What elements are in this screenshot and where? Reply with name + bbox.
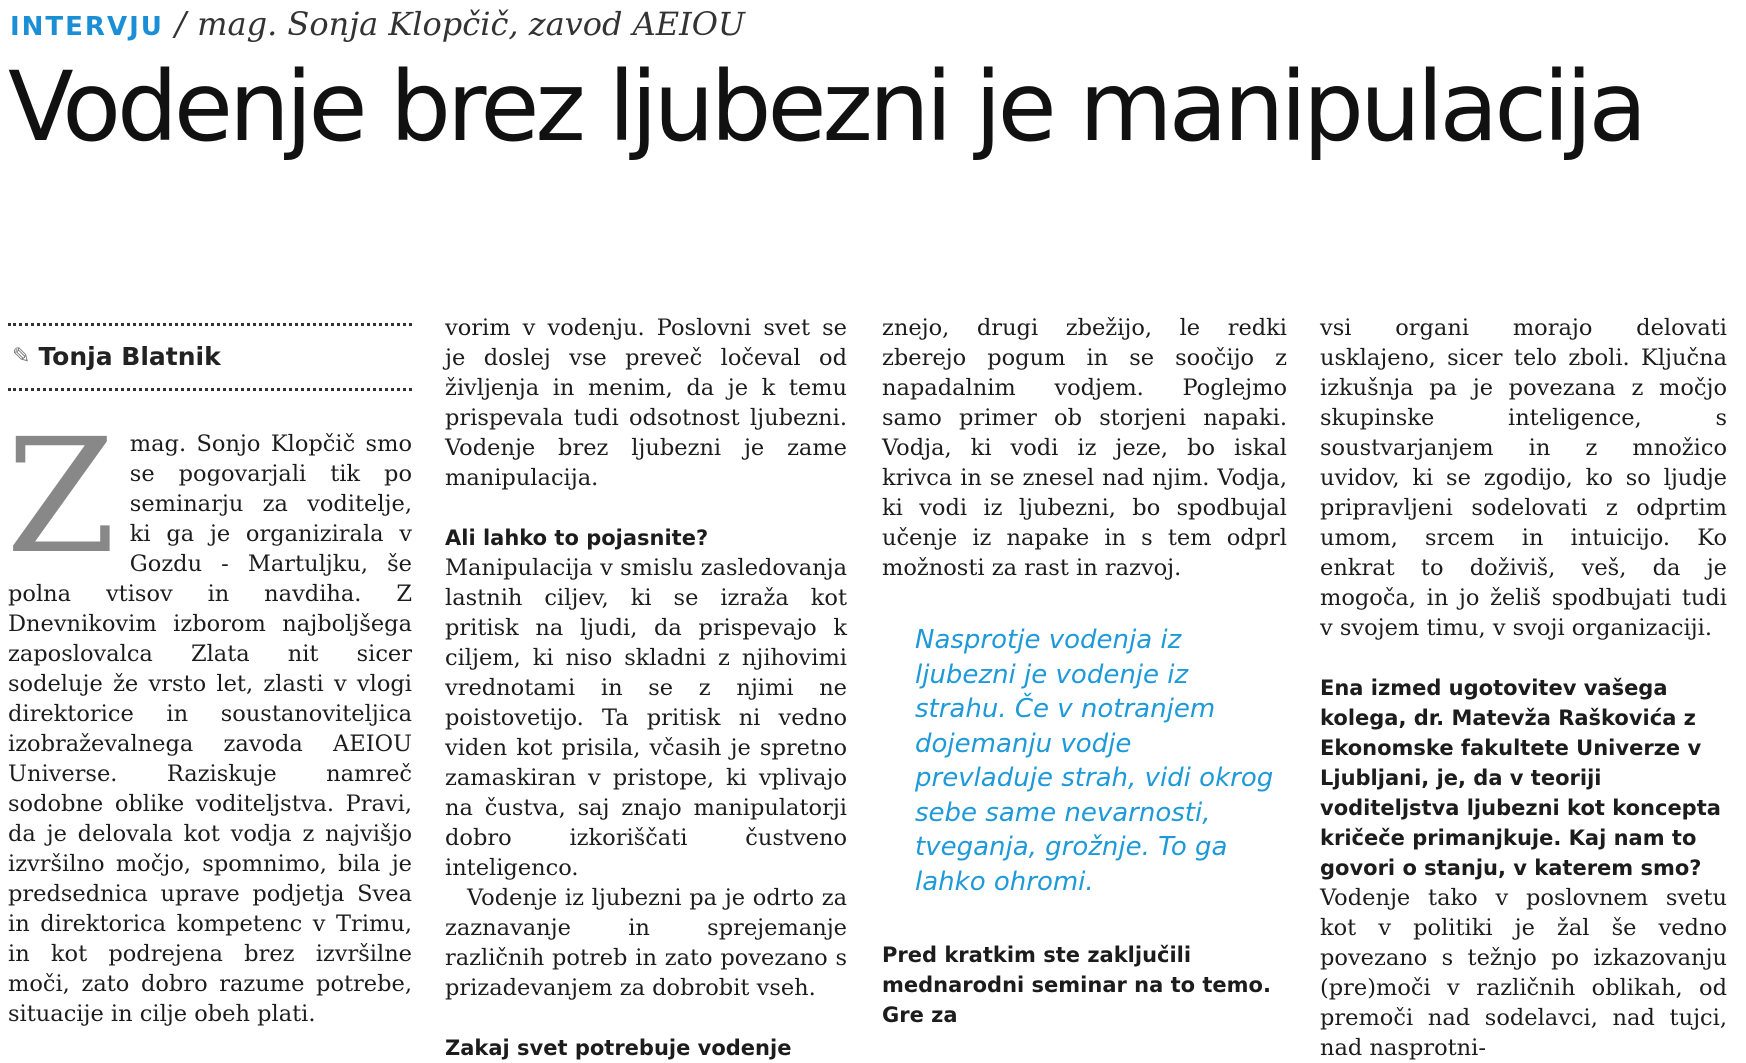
- body-paragraph: Vodenje tako v poslovnem svetu kot v politiki je žal še vedno povezano s težnjo po izkazovanju (pre)moči v različnih oblikah, od premoči nad sodelavci, nad tujci, nad nasprotni-: [1320, 885, 1727, 1061]
- body-paragraph: Manipulacija v smislu zasledovanja lastnih ciljev, ki se izraža kot pritisk na ljudi, da prispevajo k ciljem, ki niso skladni z njihovimi vrednotami in se z njimi ne poistovetijo. Ta pritisk ni vedno viden kot prisila, včasih je spretno zamaskiran v pristope, ki vplivajo na čustva, saj znajo manipulatorji dobro izkoriščati čustveno inteligenco.: [445, 555, 847, 881]
- column-4: [1320, 313, 1727, 1063]
- drop-cap: Z: [6, 405, 116, 589]
- interview-question: Ena izmed ugotovitev vašega kolega, dr. Matevža Raškovića z Ekonomske fakultete Univerze v Ljubljani, je, da v teoriji voditeljstva ljubezni kot koncepta kričeče primanjkuje. Kaj nam to govori o stanju, v katerem smo?: [1320, 676, 1721, 880]
- body-paragraph: vorim v vodenju. Poslovni svet se je doslej vse preveč ločeval od življenja in menim, da je k temu prispevala tudi odsotnost ljubezni. Vodenje brez ljubezni je zame manipulacija.: [445, 315, 847, 491]
- section-tag: INTERVJU: [10, 12, 164, 42]
- kicker: [10, 4, 745, 50]
- byline: [8, 323, 412, 391]
- body-paragraph: Vodenje iz ljubezni pa je odrto za zaznavanje in sprejemanje različnih potreb in zato povezano s prizadevanjem za dobrobit vseh.: [445, 885, 847, 1001]
- interview-question: Ali lahko to pojasnite?: [445, 526, 709, 550]
- kicker-separator: /: [174, 4, 187, 43]
- column-2: [445, 313, 847, 1063]
- interview-question: Zakaj svet potrebuje vodenje: [445, 1036, 792, 1060]
- interview-question: Pred kratkim ste zaključili mednarodni seminar na to temo. Gre za: [882, 943, 1271, 1027]
- pencil-icon: ✎: [12, 344, 31, 369]
- interviewee-line: mag. Sonja Klopčič, zavod AEIOU: [197, 5, 745, 43]
- lead-paragraph: [6, 405, 412, 1029]
- lead-text: mag. Sonjo Klopčič smo se pogovarjali tik po seminarju za voditelje, ki ga je organizirala v Gozdu - Martuljku, še polna vtisov in navdiha. Z Dnevnikovim izborom najboljšega zaposlovalca Zlata nit sicer sodeluje že vrsto let, zlasti v vlogi direktorice in soustanoviteljica izobraževalnega zavoda AEIOU Universe. Raziskuje namreč sodobne oblike voditeljstva. Pravi, da je delovala kot vodja z najvišjo izvršilno močjo, spomnimo, bila je predsednica uprave podjetja Svea in direktorica kompetenc v Trimu, in kot podrejena brez izvršilne moči, zato dobro razume potrebe, situacije in cilje obeh plati.: [8, 431, 412, 1027]
- body-paragraph: vsi organi morajo delovati usklajeno, sicer telo zboli. Ključna izkušnja pa je povezana z močjo skupinske inteligence, s soustvarjanjem in z množico uvidov, ki se zgodijo, ko so ljudje pripravljeni sodelovati z odprtim umom, srcem in intuicijo. Ko enkrat to doživiš, veš, da je mogoča, in jo želiš spodbujati tudi v svojem timu, v svoji organizaciji.: [1320, 315, 1727, 641]
- column-3: [882, 313, 1287, 583]
- headline: Vodenje brez ljubezni je manipulacija: [8, 51, 1644, 163]
- column-1: [8, 313, 412, 1029]
- body-paragraph: znejo, drugi zbežijo, le redki zberejo pogum in se soočijo z napadalnim vodjem. Poglejmo samo primer ob storjeni napaki. Vodja, ki vodi iz jeze, bo iskal krivca in se znesel nad njim. Vodja, ki vodi iz ljubezni, bo spodbujal učenje iz napake in s tem odprl možnosti za rast in razvoj.: [882, 315, 1287, 581]
- pull-quote: Nasprotje vodenja iz ljubezni je vodenje iz strahu. Če v notranjem dojemanju vodje prevladuje strah, vidi okrog sebe same nevarnosti, tveganja, grožnje. To ga lahko ohromi.: [915, 625, 1274, 897]
- author-name: Tonja Blatnik: [38, 342, 221, 371]
